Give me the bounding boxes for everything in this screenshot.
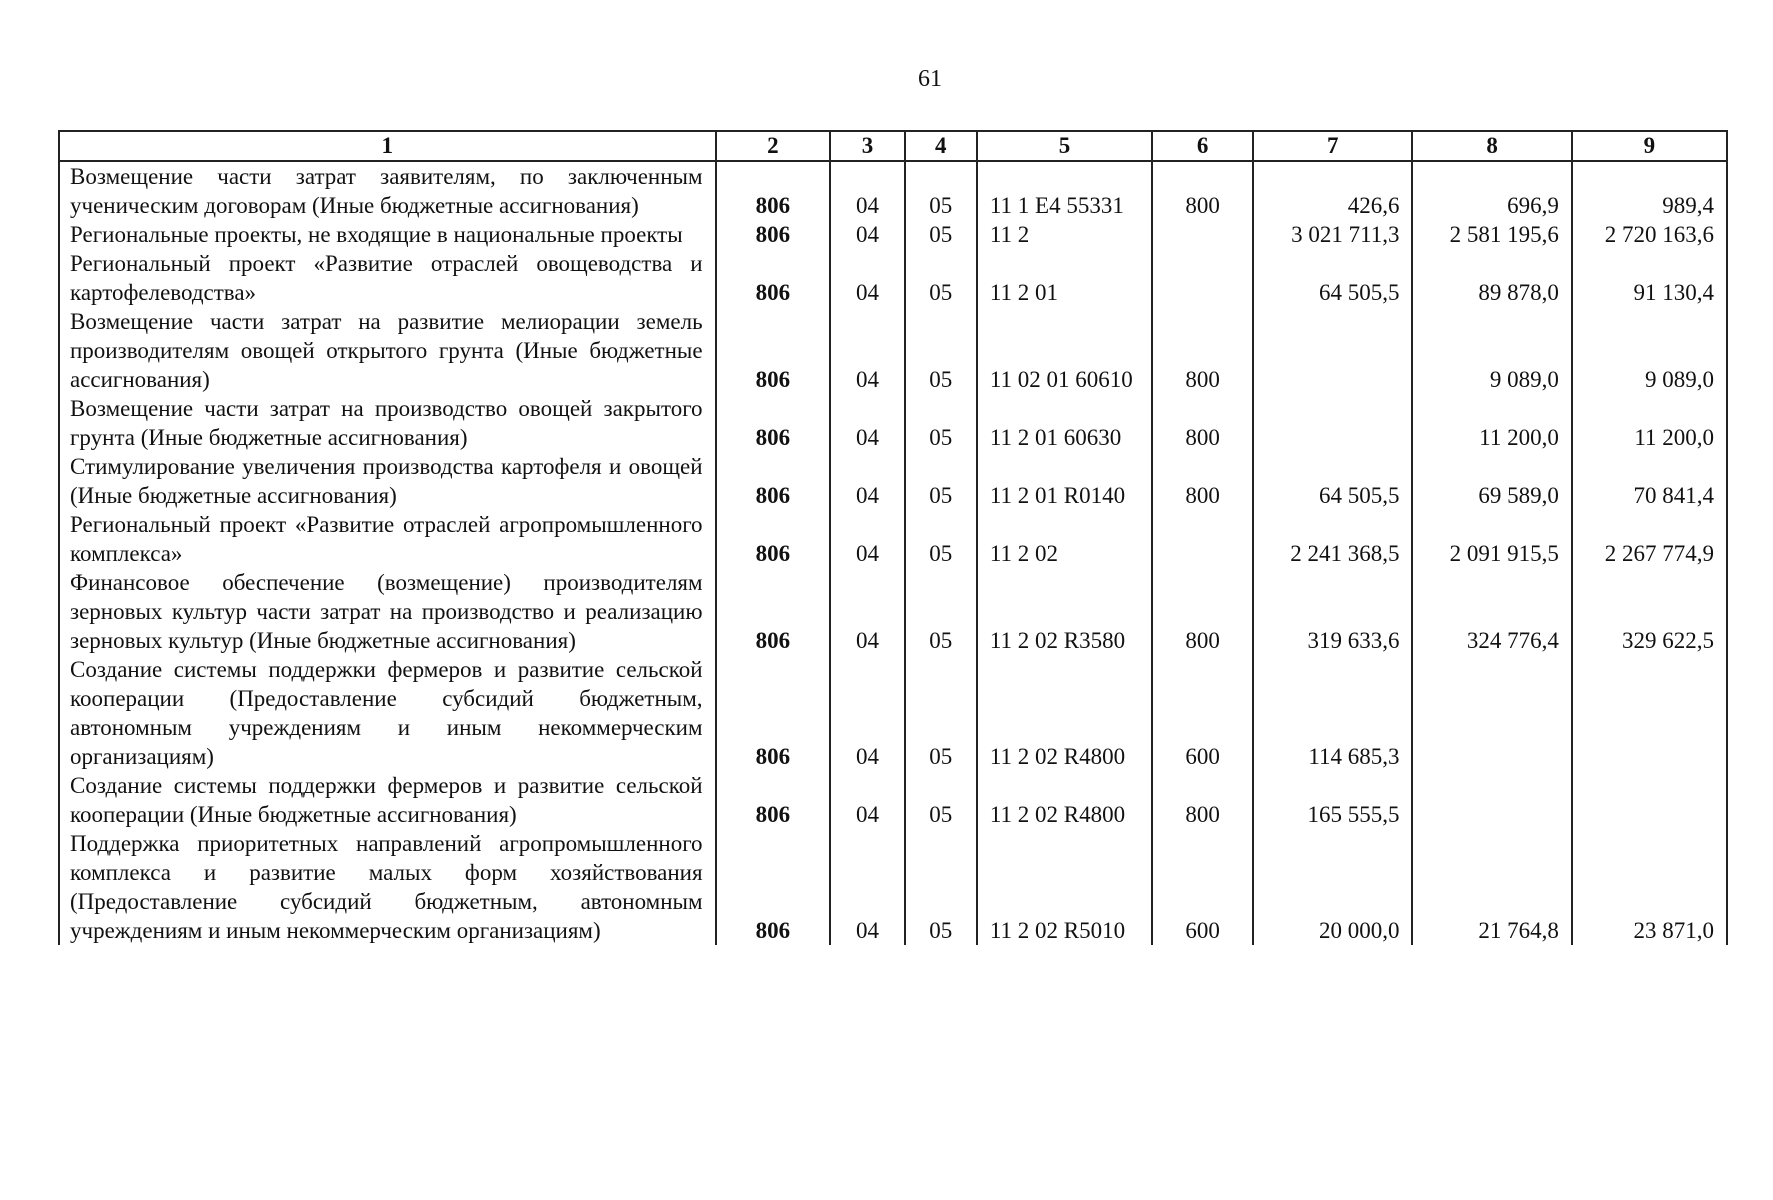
cell-col-3: 04 (830, 771, 904, 829)
row-name-cell: Создание системы поддержки фермеров и развитие сельской кооперации (Иные бюджетные ассигнования) (59, 771, 716, 829)
cell-col-2: 806 (716, 510, 831, 568)
cell-col-3: 04 (830, 829, 904, 945)
cell-col-4: 05 (905, 394, 977, 452)
table-row (59, 568, 1727, 655)
cell-col-9: 2 720 163,6 (1572, 220, 1727, 249)
cell-col-6: 800 (1152, 161, 1253, 220)
cell-col-5: 11 2 01 (977, 249, 1152, 307)
cell-col-5: 11 2 02 R4800 (977, 771, 1152, 829)
cell-col-9: 91 130,4 (1572, 249, 1727, 307)
cell-col-9: 989,4 (1572, 161, 1727, 220)
cell-col-8: 324 776,4 (1412, 568, 1571, 655)
table-row (59, 771, 1727, 829)
cell-col-5: 11 2 02 (977, 510, 1152, 568)
cell-col-7 (1253, 307, 1412, 394)
cell-col-7: 426,6 (1253, 161, 1412, 220)
cell-col-4: 05 (905, 568, 977, 655)
cell-col-3: 04 (830, 655, 904, 771)
cell-col-2: 806 (716, 307, 831, 394)
header-cell-3: 3 (830, 131, 904, 161)
cell-col-9 (1572, 771, 1727, 829)
cell-col-3: 04 (830, 249, 904, 307)
cell-col-7: 165 555,5 (1253, 771, 1412, 829)
cell-col-5: 11 02 01 60610 (977, 307, 1152, 394)
cell-col-9: 11 200,0 (1572, 394, 1727, 452)
row-name-cell: Региональный проект «Развитие отраслей агропромышленного комплекса» (59, 510, 716, 568)
cell-col-6 (1152, 249, 1253, 307)
table-row (59, 655, 1727, 771)
budget-table (58, 130, 1728, 945)
cell-col-2: 806 (716, 452, 831, 510)
table-row (59, 307, 1727, 394)
row-name-cell: Возмещение части затрат заявителям, по заключенным ученическим договорам (Иные бюджетные ассигнования) (59, 161, 716, 220)
cell-col-4: 05 (905, 829, 977, 945)
cell-col-6: 800 (1152, 394, 1253, 452)
cell-col-4: 05 (905, 161, 977, 220)
cell-col-3: 04 (830, 394, 904, 452)
table-row (59, 220, 1727, 249)
table-row (59, 510, 1727, 568)
header-cell-1: 1 (59, 131, 716, 161)
header-cell-8: 8 (1412, 131, 1571, 161)
cell-col-4: 05 (905, 510, 977, 568)
cell-col-8: 9 089,0 (1412, 307, 1571, 394)
cell-col-3: 04 (830, 568, 904, 655)
cell-col-9: 9 089,0 (1572, 307, 1727, 394)
cell-col-6: 800 (1152, 771, 1253, 829)
cell-col-4: 05 (905, 771, 977, 829)
cell-col-3: 04 (830, 307, 904, 394)
cell-col-3: 04 (830, 510, 904, 568)
cell-col-9: 329 622,5 (1572, 568, 1727, 655)
cell-col-9: 2 267 774,9 (1572, 510, 1727, 568)
cell-col-8: 21 764,8 (1412, 829, 1571, 945)
cell-col-9: 23 871,0 (1572, 829, 1727, 945)
cell-col-2: 806 (716, 161, 831, 220)
cell-col-8 (1412, 771, 1571, 829)
cell-col-2: 806 (716, 249, 831, 307)
cell-col-5: 11 2 01 60630 (977, 394, 1152, 452)
cell-col-2: 806 (716, 829, 831, 945)
cell-col-2: 806 (716, 771, 831, 829)
table-row (59, 394, 1727, 452)
header-cell-2: 2 (716, 131, 831, 161)
row-name-cell: Поддержка приоритетных направлений агропромышленного комплекса и развитие малых форм хозяйствования (Предоставление субсидий бюджетным, автономным учреждениям и иным некоммерческим организациям) (59, 829, 716, 945)
cell-col-5: 11 2 01 R0140 (977, 452, 1152, 510)
cell-col-2: 806 (716, 655, 831, 771)
cell-col-5: 11 2 02 R3580 (977, 568, 1152, 655)
header-cell-5: 5 (977, 131, 1152, 161)
cell-col-2: 806 (716, 568, 831, 655)
row-name-cell: Возмещение части затрат на развитие мелиорации земель производителям овощей открытого грунта (Иные бюджетные ассигнования) (59, 307, 716, 394)
cell-col-8: 69 589,0 (1412, 452, 1571, 510)
cell-col-7 (1253, 394, 1412, 452)
cell-col-8: 2 581 195,6 (1412, 220, 1571, 249)
cell-col-7: 3 021 711,3 (1253, 220, 1412, 249)
cell-col-4: 05 (905, 307, 977, 394)
cell-col-8: 89 878,0 (1412, 249, 1571, 307)
cell-col-5: 11 2 (977, 220, 1152, 249)
row-name-cell: Стимулирование увеличения производства картофеля и овощей (Иные бюджетные ассигнования) (59, 452, 716, 510)
cell-col-4: 05 (905, 220, 977, 249)
cell-col-7: 319 633,6 (1253, 568, 1412, 655)
cell-col-9: 70 841,4 (1572, 452, 1727, 510)
header-cell-9: 9 (1572, 131, 1727, 161)
cell-col-2: 806 (716, 394, 831, 452)
cell-col-6: 600 (1152, 655, 1253, 771)
cell-col-5: 11 1 E4 55331 (977, 161, 1152, 220)
cell-col-4: 05 (905, 249, 977, 307)
cell-col-3: 04 (830, 220, 904, 249)
header-cell-6: 6 (1152, 131, 1253, 161)
page-number: 61 (918, 66, 942, 92)
table-row (59, 829, 1727, 945)
header-cell-7: 7 (1253, 131, 1412, 161)
table-row (59, 161, 1727, 220)
cell-col-7: 20 000,0 (1253, 829, 1412, 945)
row-name-cell: Региональные проекты, не входящие в национальные проекты (59, 220, 716, 249)
row-name-cell: Финансовое обеспечение (возмещение) производителям зерновых культур части затрат на производство и реализацию зерновых культур (Иные бюджетные ассигнования) (59, 568, 716, 655)
row-name-cell: Создание системы поддержки фермеров и развитие сельской кооперации (Предоставление субсидий бюджетным, автономным учреждениям и иным некоммерческим организациям) (59, 655, 716, 771)
cell-col-9 (1572, 655, 1727, 771)
cell-col-6 (1152, 510, 1253, 568)
cell-col-3: 04 (830, 161, 904, 220)
row-name-cell: Региональный проект «Развитие отраслей овощеводства и картофелеводства» (59, 249, 716, 307)
table-row (59, 249, 1727, 307)
cell-col-7: 64 505,5 (1253, 452, 1412, 510)
cell-col-7: 114 685,3 (1253, 655, 1412, 771)
cell-col-5: 11 2 02 R5010 (977, 829, 1152, 945)
cell-col-7: 64 505,5 (1253, 249, 1412, 307)
header-cell-4: 4 (905, 131, 977, 161)
cell-col-2: 806 (716, 220, 831, 249)
cell-col-5: 11 2 02 R4800 (977, 655, 1152, 771)
cell-col-6: 800 (1152, 307, 1253, 394)
cell-col-8: 2 091 915,5 (1412, 510, 1571, 568)
cell-col-4: 05 (905, 452, 977, 510)
table-row (59, 452, 1727, 510)
row-name-cell: Возмещение части затрат на производство овощей закрытого грунта (Иные бюджетные ассигнования) (59, 394, 716, 452)
cell-col-6 (1152, 220, 1253, 249)
cell-col-7: 2 241 368,5 (1253, 510, 1412, 568)
header-row (59, 131, 1727, 161)
cell-col-6: 800 (1152, 452, 1253, 510)
cell-col-4: 05 (905, 655, 977, 771)
cell-col-6: 600 (1152, 829, 1253, 945)
cell-col-8: 696,9 (1412, 161, 1571, 220)
cell-col-6: 800 (1152, 568, 1253, 655)
cell-col-3: 04 (830, 452, 904, 510)
cell-col-8: 11 200,0 (1412, 394, 1571, 452)
cell-col-8 (1412, 655, 1571, 771)
